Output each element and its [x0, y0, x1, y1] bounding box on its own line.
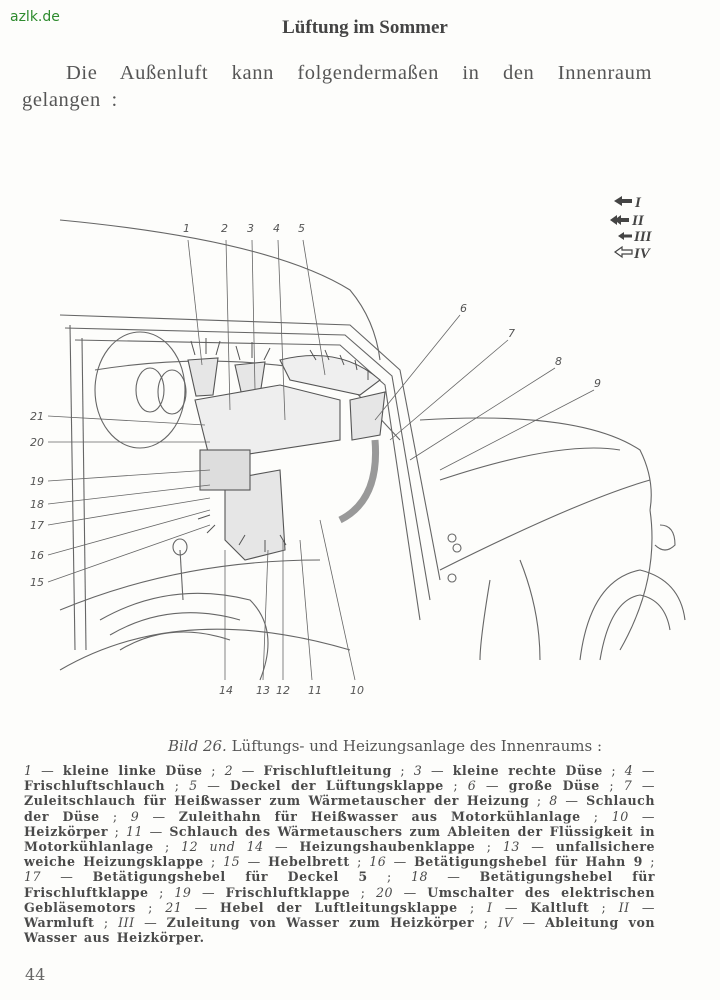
section-heading: Lüftung im Sommer	[282, 17, 448, 38]
callout-11: 11	[308, 684, 322, 697]
legend-entry-number: 12 und 14	[181, 839, 264, 855]
legend-entry-number: IV	[497, 915, 514, 931]
legend-entry-number: I	[487, 899, 493, 915]
legend-entry-text: Ableitung von Wasser aus Heizkörper.	[24, 915, 656, 946]
legend-entry: 15 — Hebelbrett ;	[223, 854, 370, 870]
legend-entry-number: 13	[502, 839, 520, 855]
figure-number: Bild 26.	[167, 737, 227, 755]
legend-entry-text: Heizkörper	[24, 823, 109, 839]
callout-numbers	[30, 222, 601, 697]
small-solid-arrow-icon	[618, 232, 632, 240]
legend-entry-text: Schlauch des Wärmetauschers zum Ableiten der Flüssigkeit in Motorkühlanlage	[24, 823, 656, 855]
legend-entry: 2 — Frischluftleitung ;	[224, 763, 414, 778]
legend-entry-number: 18	[410, 869, 428, 885]
legend-entry: 4 — Frischluftschlauch ;	[24, 763, 656, 794]
callout-15: 15	[30, 576, 44, 589]
legend-entry-text: Betätigungshebel für Frischluftklappe	[24, 869, 655, 900]
legend-entry-text: Kaltluft	[530, 899, 590, 915]
callout-6: 6	[460, 302, 467, 315]
callout-1: 1	[183, 222, 190, 235]
double-arrow-icon	[610, 215, 629, 225]
legend-entry: 11 — Schlauch des Wärmetauschers zum Ableiten der Flüssigkeit in Motorkühlanlage ;	[24, 823, 656, 855]
figure-caption	[0, 737, 720, 755]
arrow-legend-label: III	[634, 229, 652, 245]
legend-entry: 10 — Heizkörper ;	[24, 808, 656, 839]
arrow-legend-label: IV	[634, 246, 650, 262]
car-interior-illustration	[20, 180, 700, 710]
callout-7: 7	[508, 327, 515, 340]
legend-entry-number: 17	[24, 869, 42, 885]
callout-4: 4	[273, 222, 280, 235]
callout-13: 13	[256, 684, 270, 697]
legend-entry-number: 11	[126, 823, 144, 839]
legend-entry-text: Zuleitschlauch für Heißwasser zum Wärmetauscher der Heizung	[24, 793, 530, 809]
legend-entry-number: 21	[165, 899, 183, 915]
legend-entry-text: Betätigungshebel für Hahn 9	[414, 854, 643, 870]
legend-entry-number: 3	[413, 763, 423, 778]
legend-entry-number: 2	[224, 763, 234, 778]
legend-entry-text: Betätigungshebel für Deckel 5	[92, 869, 368, 885]
legend-entry: 9 — Zuleithahn für Heißwasser aus Motorkühlanlage ;	[130, 808, 612, 824]
arrow-legend-label: II	[632, 213, 644, 229]
legend-entry-number: 10	[611, 808, 629, 824]
callout-17: 17	[30, 519, 44, 532]
callout-20: 20	[30, 436, 44, 449]
arrow-legend-item	[614, 195, 642, 211]
callout-19: 19	[30, 475, 44, 488]
legend-entry-number: III	[118, 915, 135, 931]
legend-entry: 13 — unfallsichere weiche Heizungsklappe ;	[24, 839, 656, 870]
legend-entry-number: 1	[24, 763, 33, 778]
legend-entry-text: Hebel der Luftleitungsklappe	[220, 899, 458, 915]
legend-entry: 20 — Umschalter des elektrischen Gebläsemotors ;	[24, 884, 656, 915]
legend-entry: 7 — Zuleitschlauch für Heißwasser zum Wärmetauscher der Heizung ;	[24, 778, 655, 809]
legend-entry-number: 9	[130, 808, 140, 824]
legend-entry: I — Kaltluft ;	[487, 899, 619, 915]
legend-entry-text: Umschalter des elektrischen Gebläsemotors	[24, 884, 656, 915]
intro-paragraph: Die Außenluft kann folgendermaßen in den Innenraum gelangen :	[22, 62, 652, 111]
legend-entry-text: Zuleitung von Wasser zum Heizkörper	[166, 915, 475, 931]
legend-entry: 18 — Betätigungshebel für Frischluftklappe ;	[24, 869, 655, 900]
legend-entry-text: Frischluftschlauch	[24, 778, 166, 794]
legend-entry: 19 — Frischluftklappe ;	[174, 884, 377, 900]
hollow-arrow-icon	[615, 247, 632, 257]
callout-8: 8	[555, 355, 562, 368]
page-number: 44	[25, 965, 46, 984]
legend-entry: 8 — Schlauch der Düse ;	[24, 793, 655, 824]
legend-entry-text: kleine rechte Düse	[452, 763, 603, 778]
legend-entry-text: große Düse	[508, 778, 600, 794]
callout-3: 3	[247, 222, 254, 235]
legend-entry: III — Zuleitung von Wasser zum Heizkörper ;	[118, 915, 498, 931]
legend-entry-number: 15	[223, 854, 241, 870]
legend-entry-number: 8	[549, 793, 558, 809]
legend-entry: 6 — große Düse ;	[467, 778, 624, 794]
ventilation-diagram	[20, 180, 700, 710]
figure-title: Lüftungs- und Heizungsanlage des Innenraums :	[231, 737, 603, 755]
legend-entry: II — Warmluft ;	[24, 899, 656, 931]
legend-entry: 17 — Betätigungshebel für Deckel 5 ;	[24, 869, 411, 885]
legend-entry-number: 4	[624, 763, 634, 778]
legend-entry: 1 — kleine linke Düse ;	[24, 763, 225, 778]
arrow-legend-item	[615, 246, 652, 262]
legend-entry: 3 — kleine rechte Düse ;	[413, 763, 625, 778]
legend-entry-text: Deckel der Lüftungsklappe	[229, 778, 444, 794]
legend-entry: 21 — Hebel der Luftleitungsklappe ;	[165, 899, 488, 915]
arrow-legend-label: I	[635, 195, 641, 211]
callout-5: 5	[298, 222, 305, 235]
callout-2: 2	[221, 222, 228, 235]
solid-arrow-icon	[614, 196, 632, 206]
legend-entry-number: 6	[467, 778, 477, 794]
legend-entry: IV — Ableitung von Wasser aus Heizkörper.	[24, 915, 656, 946]
legend-entry-number: II	[618, 899, 630, 915]
legend-entry-text: Schlauch der Düse	[24, 793, 655, 824]
legend-entry-text: Frischluftklappe	[225, 884, 351, 900]
callout-9: 9	[594, 377, 601, 390]
callout-16: 16	[30, 549, 44, 562]
heater-assembly	[188, 356, 385, 561]
arrow-legend-item	[618, 229, 653, 245]
legend-entry-text: kleine linke Düse	[62, 763, 203, 778]
callout-14: 14	[219, 684, 233, 697]
figure-legend	[24, 763, 655, 945]
legend-entry-text: Frischluftleitung	[263, 763, 392, 778]
legend-entry-text: Zuleithahn für Heißwasser aus Motorkühlanlage	[178, 808, 581, 824]
arrow-legend	[610, 195, 653, 262]
legend-entry-number: 7	[623, 778, 633, 794]
callout-10: 10	[350, 684, 364, 697]
legend-entry-text: Heizungshaubenklappe	[299, 839, 476, 855]
legend-entry-number: 20	[376, 884, 394, 900]
watermark: azlk.de	[10, 9, 60, 25]
legend-entry-text: Warmluft	[24, 915, 95, 931]
legend-entry-text: Hebelbrett	[268, 854, 350, 870]
callout-18: 18	[30, 498, 44, 511]
legend-entry: 16 — Betätigungshebel für Hahn 9 ;	[369, 854, 655, 870]
arrow-legend-item	[610, 213, 645, 229]
callout-leader-lines	[48, 240, 594, 680]
callout-21: 21	[30, 410, 44, 423]
callout-12: 12	[276, 684, 290, 697]
legend-entry: 12 und 14 — Heizungshaubenklappe ;	[181, 839, 503, 855]
legend-entry: 5 — Deckel der Lüftungsklappe ;	[189, 778, 468, 794]
legend-entry-number: 16	[369, 854, 387, 870]
legend-entry-number: 5	[189, 778, 198, 794]
legend-entry-number: 19	[174, 884, 192, 900]
legend-entry-text: unfallsichere weiche Heizungsklappe	[24, 839, 656, 870]
